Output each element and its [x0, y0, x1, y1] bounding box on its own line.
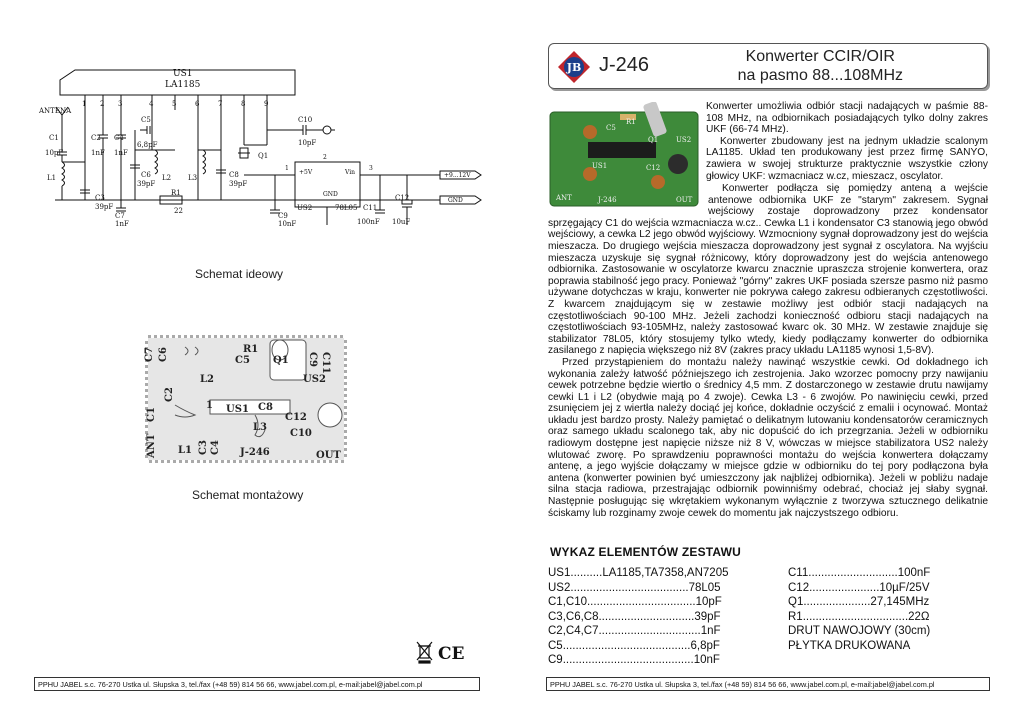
- svg-text:J-246: J-246: [598, 196, 617, 204]
- svg-text:Q1: Q1: [258, 152, 269, 160]
- svg-text:C9: C9: [278, 212, 288, 220]
- circuit-schematic: [35, 50, 495, 250]
- parts-item: R1.................................22Ω: [788, 610, 930, 623]
- svg-text:GND: GND: [323, 191, 338, 198]
- svg-text:6,8pF: 6,8pF: [137, 141, 158, 149]
- ce-mark: CE: [438, 644, 464, 664]
- svg-text:OUT: OUT: [676, 196, 693, 204]
- svg-text:J-246: J-246: [240, 447, 270, 458]
- svg-text:ANT: ANT: [556, 194, 572, 202]
- assembly-diagram: [140, 330, 350, 465]
- parts-item: C12......................10µF/25V: [788, 581, 930, 594]
- svg-text:US1: US1: [592, 162, 608, 170]
- svg-text:C6: C6: [158, 347, 169, 362]
- right-footer: PPHU JABEL s.c. 76-270 Ustka ul. Słupska 3, tel./fax (+48 59) 814 56 66, www.jabel.com.pl, e-mail:jabel@jabel.com.pl: [546, 677, 990, 691]
- certification-marks: [416, 640, 464, 664]
- svg-text:1nF: 1nF: [114, 149, 128, 157]
- jabel-logo: [557, 50, 591, 84]
- parts-item: DRUT NAWOJOWY (30cm): [788, 625, 931, 637]
- svg-text:C10: C10: [290, 428, 312, 439]
- chip-part: LA1185: [165, 80, 201, 90]
- svg-text:C1: C1: [146, 407, 157, 422]
- svg-text:Q1: Q1: [648, 136, 659, 144]
- svg-text:1nF: 1nF: [115, 220, 129, 228]
- svg-text:C11: C11: [320, 352, 331, 374]
- svg-text:L3: L3: [253, 422, 267, 433]
- svg-text:US1: US1: [226, 404, 249, 415]
- svg-text:C6: C6: [141, 171, 151, 179]
- svg-text:Vin: Vin: [345, 169, 356, 176]
- svg-text:+9...12V: +9...12V: [444, 172, 471, 179]
- parts-list-right: [788, 566, 930, 653]
- svg-text:2: 2: [323, 154, 327, 161]
- svg-text:100nF: 100nF: [357, 218, 380, 226]
- description-top: Konwerter umożliwia odbiór stacji nadających w paśmie 88-108 MHz, na odbiornikach posiadających tylko dolny zakres UKF (66-74 MHz). Konwerter zbudowany jest na jednym układzie scalonym LA1185. Układ ten produkowany jest przez firmę SANYO, zawiera w swojej strukturze praktycznie wszystkie człony głowicy UKF: wzmacniacz w.cz, mieszacz, oscylator.: [706, 101, 988, 182]
- svg-text:GND: GND: [448, 197, 463, 204]
- parts-item: C9.........................................10nF: [548, 654, 720, 666]
- parts-item: C2,C4,C7................................1nF: [548, 625, 721, 637]
- svg-text:C2: C2: [91, 134, 101, 142]
- chip-label: US1: [173, 69, 193, 79]
- svg-text:39pF: 39pF: [95, 203, 114, 211]
- schematic-caption: Schemat ideowy: [195, 267, 284, 281]
- svg-text:10pF: 10pF: [45, 149, 64, 157]
- svg-text:C10: C10: [298, 116, 313, 124]
- svg-text:+5V: +5V: [299, 169, 313, 176]
- svg-text:L2: L2: [200, 374, 214, 385]
- svg-text:78L05: 78L05: [335, 204, 358, 212]
- svg-text:8: 8: [241, 100, 246, 108]
- parts-item: C3,C6,C8..............................39pF: [548, 610, 721, 623]
- svg-text:C4: C4: [114, 134, 124, 142]
- parts-item: C5........................................6,8pF: [548, 639, 720, 652]
- parts-item: US2.....................................78L05: [548, 581, 721, 594]
- svg-text:US2: US2: [297, 204, 313, 212]
- svg-text:22: 22: [174, 207, 183, 215]
- svg-text:C7: C7: [115, 212, 125, 220]
- parts-item: Q1.....................27,145MHz: [788, 596, 930, 608]
- svg-text:US2: US2: [303, 374, 326, 385]
- svg-text:39pF: 39pF: [229, 180, 248, 188]
- svg-text:US2: US2: [676, 136, 692, 144]
- svg-text:4: 4: [149, 100, 154, 108]
- svg-text:1nF: 1nF: [91, 149, 105, 157]
- parts-item: C1,C10..................................10pF: [548, 596, 722, 608]
- svg-text:C5: C5: [606, 124, 616, 132]
- svg-text:R1: R1: [626, 118, 636, 126]
- parts-item: C11............................100nF: [788, 567, 931, 579]
- svg-text:1: 1: [82, 100, 87, 108]
- svg-text:C8: C8: [258, 402, 273, 413]
- parts-item: PŁYTKA DRUKOWANA: [788, 639, 911, 652]
- svg-text:C4: C4: [210, 440, 221, 455]
- description-main: Konwerter podłącza się pomiędzy anteną a wejście antenowe odbiornika UKF ze "starym" zakresem. Sygnał wejściowy zostaje doprowadzony przez kondensator sprzęgający C1 do wejścia wzmacniacza w.cz.. Cewka L1 i kondensator C3 stanowią jego obwód wejściowy, a cewka L2 jego obwód wyjściowy. Wzmocniony sygnał doprowadzony jest do wejścia mieszacza. Do drugiego wejścia mieszacza doprowadzony jest sygnał z oscylatora. Na wyjściu mieszacza uzyskuje się sygnał różnicowy, który doprowadzony jest do wejścia antenowego odbiornika. Zastosowanie w oscylatorze kwarcu znacznie upraszcza strojenie konwertera, oraz poprawia stabilność jego pracy. Ponieważ "górny" zakres UKF posiada szersze pasmo niż pasmo używane dotychczas w kraju, konwerter nie pokrywa całego zakresu odbieranych częstotliwości. Z kwarcem znajdującym się w zestawie możliwy jest odbiór stacji nadających na częstotliwościach 90-100 MHz. Jeżeli zachodzi konieczność odbioru stacji nadających na częstotliwościach 93-105MHz, należy zastosować kwarc ok. 30 MHz. W zestawie znajduje się stabilizator 78L05, który stosujemy tylko wtedy, kiedy podłączamy konwerter do odbiornika zasilanego z napięcia większego niż 8V (zakres pracy układu LA1185 wynosi 1,5-8V). Przed przystąpieniem do montażu należy nawinąć wszystkie cewki. Od dokładnego ich wykonania zależy łatwość późniejszego ich zestrojenia. Jako wzorzec pomocny przy nawijaniu cewek potrzebne będzie wiertło o średnicy 4,5 mm. Z dostarczonego w zestawie drutu nawijamy cewki L1 i L2 (obydwie mają po 4 zwoje). Cewka L3 - 6 zwojów. Po nawinięciu cewki, przed zsunięciem jej z wiertła należy dociąć jej końce, dokładnie oczyścić z emalii i ocynować. Montaż układu jest bardzo prosty. Należy pamiętać o delikatnym lutowaniu kondensatorów ceramicznych oraz samego układu scalonego tak, aby nic dopuścić do ich przegrzania. Jeżeli w odbiorniku radiowym dostępne jest napięcie niższe niż 8 V, wówczas w miejsce stabilizatora US2 należy wlutować zworę. Po sprawdzeniu poprawności montażu do wejścia konwertera dołączamy antenę, a jego wyjście dołączamy w miejsce gdzie w odbiorniku do tej pory podłączona była antena (konwerter powinien być umieszczony jak najbliżej odbiornika). Jeżeli w pobliżu nadaje silna stacja radiowa, przestrajając odbiornik powinniśmy odebrać, chociaż jej słaby sygnał. Następnie posługując się wkrętakiem wykonanym wyłącznie z tworzywa sztucznego delikatnie ściskamy lub rozginamy zwoje cewek do momentu jak najczystszego odbioru.: [548, 183, 988, 519]
- svg-text:10nF: 10nF: [278, 220, 297, 228]
- svg-text:3: 3: [118, 100, 123, 108]
- kit-code: J-246: [599, 54, 650, 76]
- svg-text:C9: C9: [307, 352, 318, 367]
- svg-text:ANTENA: ANTENA: [39, 107, 72, 115]
- svg-text:5: 5: [172, 100, 177, 108]
- svg-text:C3: C3: [198, 440, 209, 455]
- waste-bin-icon: [417, 642, 432, 663]
- svg-text:C11: C11: [363, 204, 378, 212]
- svg-text:10pF: 10pF: [298, 139, 317, 147]
- svg-text:L3: L3: [188, 174, 198, 182]
- parts-list-title: WYKAZ ELEMENTÓW ZESTAWU: [550, 545, 742, 559]
- svg-text:C1: C1: [49, 134, 59, 142]
- svg-text:OUT: OUT: [316, 450, 341, 461]
- title-header: [548, 43, 988, 89]
- svg-text:10uF: 10uF: [392, 218, 411, 226]
- parts-item: US1..........LA1185,TA7358,AN7205: [548, 567, 729, 579]
- svg-text:3: 3: [369, 165, 373, 172]
- svg-text:R1: R1: [171, 189, 181, 197]
- svg-text:R1: R1: [243, 344, 259, 355]
- svg-text:9: 9: [264, 100, 269, 108]
- svg-text:C8: C8: [229, 171, 239, 179]
- kit-title: Konwerter CCIR/OIR na pasmo 88...108MHz: [737, 48, 903, 84]
- svg-text:L1: L1: [47, 174, 57, 182]
- svg-text:C12: C12: [395, 194, 410, 202]
- svg-text:L1: L1: [178, 445, 192, 456]
- svg-text:C12: C12: [646, 164, 661, 172]
- svg-text:C7: C7: [144, 347, 155, 362]
- svg-text:C12: C12: [285, 412, 307, 423]
- svg-text:JB: JB: [566, 61, 582, 74]
- assembly-caption: Schemat montażowy: [192, 488, 304, 502]
- svg-text:39pF: 39pF: [137, 180, 156, 188]
- parts-list-left: [548, 566, 729, 668]
- svg-text:Q1: Q1: [273, 355, 289, 366]
- svg-text:1: 1: [206, 400, 213, 411]
- svg-text:C2: C2: [164, 387, 175, 402]
- svg-text:6: 6: [195, 100, 200, 108]
- left-footer: PPHU JABEL s.c. 76-270 Ustka ul. Słupska 3, tel./fax (+48 59) 814 56 66, www.jabel.com.pl, e-mail:jabel@jabel.com.pl: [34, 677, 480, 691]
- svg-text:7: 7: [218, 100, 223, 108]
- svg-text:C5: C5: [235, 355, 250, 366]
- svg-text:2: 2: [100, 100, 105, 108]
- svg-text:C3: C3: [95, 194, 105, 202]
- svg-text:ANT: ANT: [146, 433, 157, 458]
- svg-text:C5: C5: [141, 116, 151, 124]
- svg-text:L2: L2: [162, 174, 172, 182]
- svg-text:1: 1: [285, 165, 289, 172]
